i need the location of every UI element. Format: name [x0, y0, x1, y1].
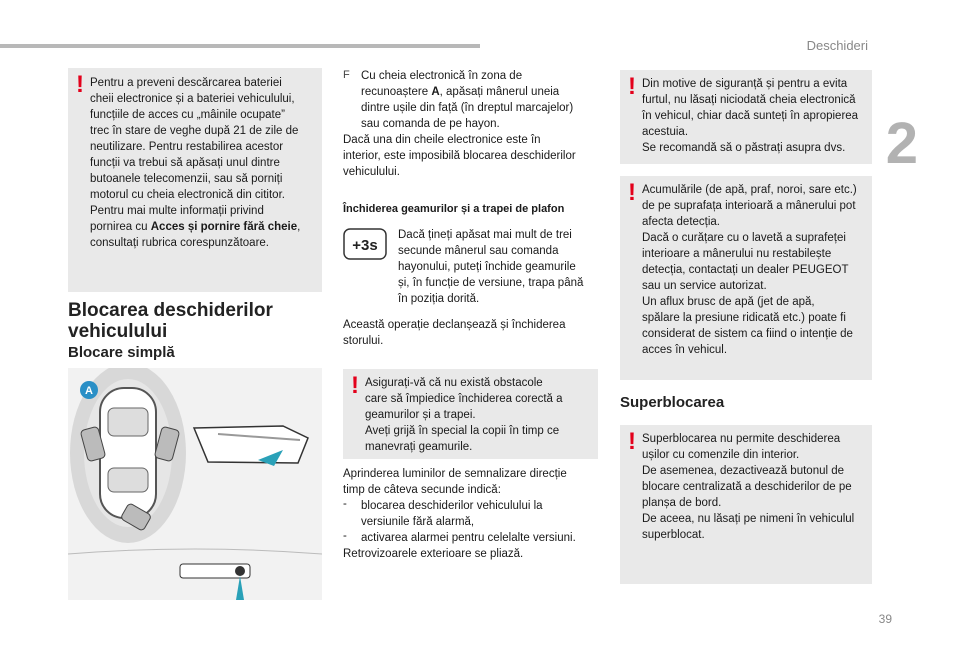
- car-windshield: [108, 408, 148, 436]
- car-illustration: [68, 368, 322, 600]
- warning-text: Superblocarea nu permite deschiderea ușilor cu comenzile din interior. De asemenea, dezactivează butonul de blocare centralizată a deschiderilor de pe planșa de bord. De aceea, nu lăsați pe nimeni în vehiculul superblocat.: [642, 433, 855, 541]
- warning-box-handle-dirt: [620, 176, 872, 380]
- warning-text: Acumulările (de apă, praf, noroi, sare etc.) de pe suprafața interioară a mânerului pot afecta detecția. Dacă o curățare cu o lavetă a suprafeței interioare a mânerului nu restabilește detecția, contactați un dealer PEUGEOT sau un service autorizat. Un aflux brusc de apă (jet de apă, spălare la presiune ridicată etc.) poate fi considerat de sistem ca fiind o intenție de acces în vehicul.: [642, 184, 857, 356]
- tailgate-button: [235, 566, 245, 576]
- warning-text: Asigurați-vă că nu există obstacole care să împiedice închiderea corectă a geamurilor și a trapei. Aveți grijă în special la copii în timp ce manevrați geamurile.: [365, 377, 563, 453]
- bullet-marker: F: [343, 69, 350, 81]
- hold-instruction-text: Dacă țineți apăsat mai mult de trei secunde mânerul sau comanda hayonului, puteți închide geamurile și, în funcție de versiune, trapa până în poziția dorită.: [398, 229, 584, 305]
- paragraph-blind: Această operație declanșează și închiderea storului.: [343, 319, 566, 347]
- warning-box-key-in-vehicle: [620, 70, 872, 164]
- warning-text: Pentru a preveni descărcarea bateriei cheii electronice și a bateriei vehiculului, funcțiile de acces cu „mâinile ocupate” trec în stare de veghe după 21 de zile de neutilizare. Pentru restabilirea acestor funcții va trebui să apăsați unul dintre butoanele telecomenzii, sau să porniți motorul cu cheia electronică din cititor. Pentru mai multe informații privind pornirea cu Acces și pornire fără cheie, consultați rubrica corespunzătoare.: [90, 77, 301, 249]
- section-heading: Blocarea deschiderilor vehiculului: [68, 300, 273, 342]
- subsection-heading: Blocare simplă: [68, 344, 175, 361]
- subheading-windows: Închiderea geamurilor și a trapei de plafon: [343, 203, 565, 215]
- warning-icon: !: [76, 71, 84, 98]
- car-rear-window: [108, 468, 148, 492]
- warning-icon: !: [628, 73, 636, 100]
- chapter-number: 2: [885, 111, 918, 176]
- door-handle: [194, 426, 308, 463]
- warning-icon: !: [351, 372, 359, 399]
- warning-text: Din motive de siguranță și pentru a evita furtul, nu lăsați niciodată cheia electronică în vehicul, chiar dacă sunteți în apropierea acestuia. Se recomandă să o păstrați asupra dvs.: [642, 78, 859, 154]
- section-title: Deschideri: [806, 38, 868, 53]
- warning-icon: !: [628, 179, 636, 206]
- header-rule: [0, 44, 480, 48]
- page-number: 39: [878, 612, 892, 626]
- paragraph-indicators: Aprinderea luminilor de semnalizare direcție timp de câteva secunde indică:: [343, 468, 567, 496]
- warning-icon: !: [628, 428, 636, 455]
- plus-3s-icon: [343, 228, 387, 260]
- warning-box-superlocking: [620, 425, 872, 584]
- warning-box-obstacles: [343, 369, 598, 459]
- svg-text:+3s: +3s: [352, 237, 378, 254]
- instruction-text: Cu cheia electronică în zona de recunoaștere A, apăsați mânerul uneia dintre ușile din față (în dreptul marcajelor) sau comanda de pe hayon.: [361, 70, 574, 130]
- list-item: blocarea deschiderilor vehiculului la versiunile fără alarmă,: [361, 500, 543, 528]
- list-item: activarea alarmei pentru celelalte versiuni.: [361, 532, 576, 544]
- paragraph-key-inside: Dacă una din cheile electronice este în interior, este imposibilă blocarea deschiderilor vehiculului.: [343, 134, 576, 178]
- list-dash: -: [343, 498, 347, 510]
- zone-a-label: A: [85, 385, 93, 397]
- superlocking-heading: Superblocarea: [620, 394, 725, 411]
- paragraph-mirrors: Retrovizoarele exterioare se pliază.: [343, 548, 524, 560]
- list-dash: -: [343, 530, 347, 542]
- warning-box-battery: [68, 68, 322, 292]
